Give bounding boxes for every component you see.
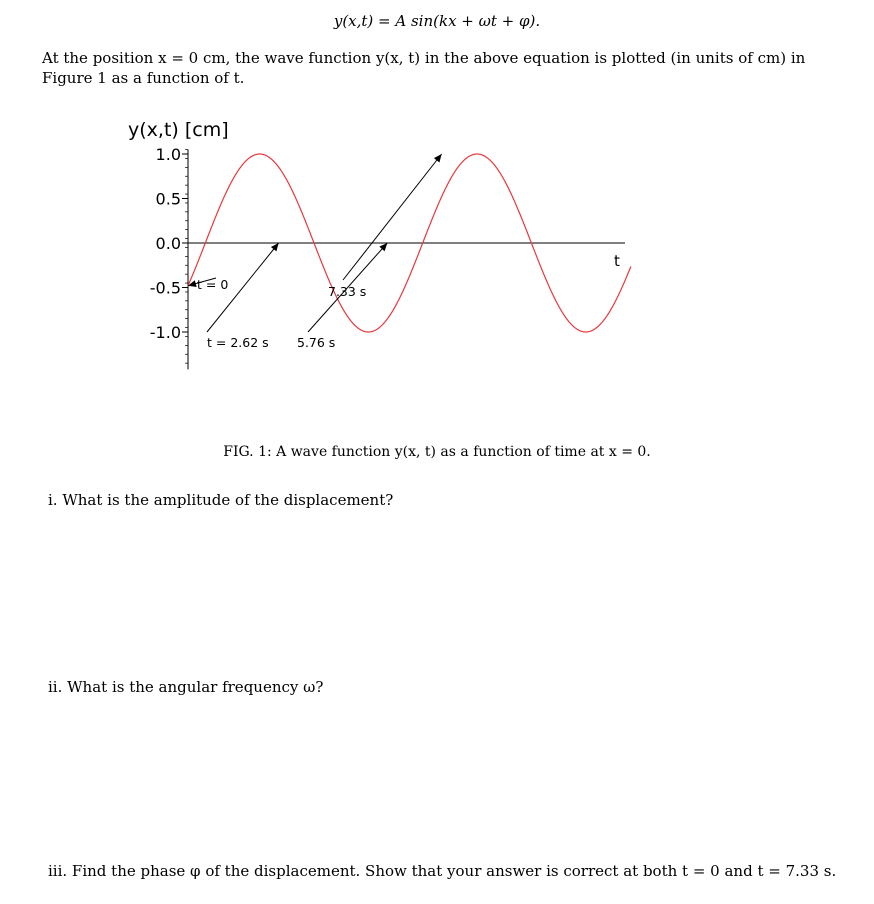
- annotation-t576: 5.76 s: [297, 335, 336, 350]
- y-tick-label: -0.5: [149, 278, 181, 298]
- y-tick-label: 0.0: [155, 234, 181, 253]
- x-axis-label: t: [614, 252, 620, 270]
- y-axis-label: y(x,t) [cm]: [128, 119, 229, 141]
- annotation-arrowhead: [271, 243, 279, 251]
- y-axis: [150, 145, 188, 369]
- question-1: i. What is the amplitude of the displacement?: [48, 491, 394, 509]
- figure-caption: FIG. 1: A wave function y(x, t) as a function of time at x = 0.: [223, 444, 651, 460]
- annotation-t262: t = 2.62 s: [207, 335, 269, 350]
- y-tick-label: 0.5: [155, 189, 181, 209]
- y-tick-label: 1.0: [155, 145, 181, 164]
- y-tick-label: -1.0: [149, 323, 181, 342]
- question-2: ii. What is the angular frequency ω?: [48, 678, 324, 696]
- wave-equation: y(x,t) = A sin(kx + ωt + φ).: [333, 12, 541, 30]
- annotation-t733: 7.33 s: [328, 284, 367, 299]
- intro-paragraph: At the position x = 0 cm, the wave function y(x, t) in the above equation is plotted (in units of cm) in Figure 1 as a function of t.: [42, 49, 806, 87]
- annotation-arrow-line: [343, 154, 442, 280]
- annotation-t0: t = 0: [197, 277, 229, 292]
- annotation-arrowhead: [434, 154, 442, 162]
- question-3: iii. Find the phase φ of the displacement. Show that your answer is correct at both t = 0 and t = 7.33 s.: [48, 862, 837, 880]
- wave-figure: [110, 110, 650, 380]
